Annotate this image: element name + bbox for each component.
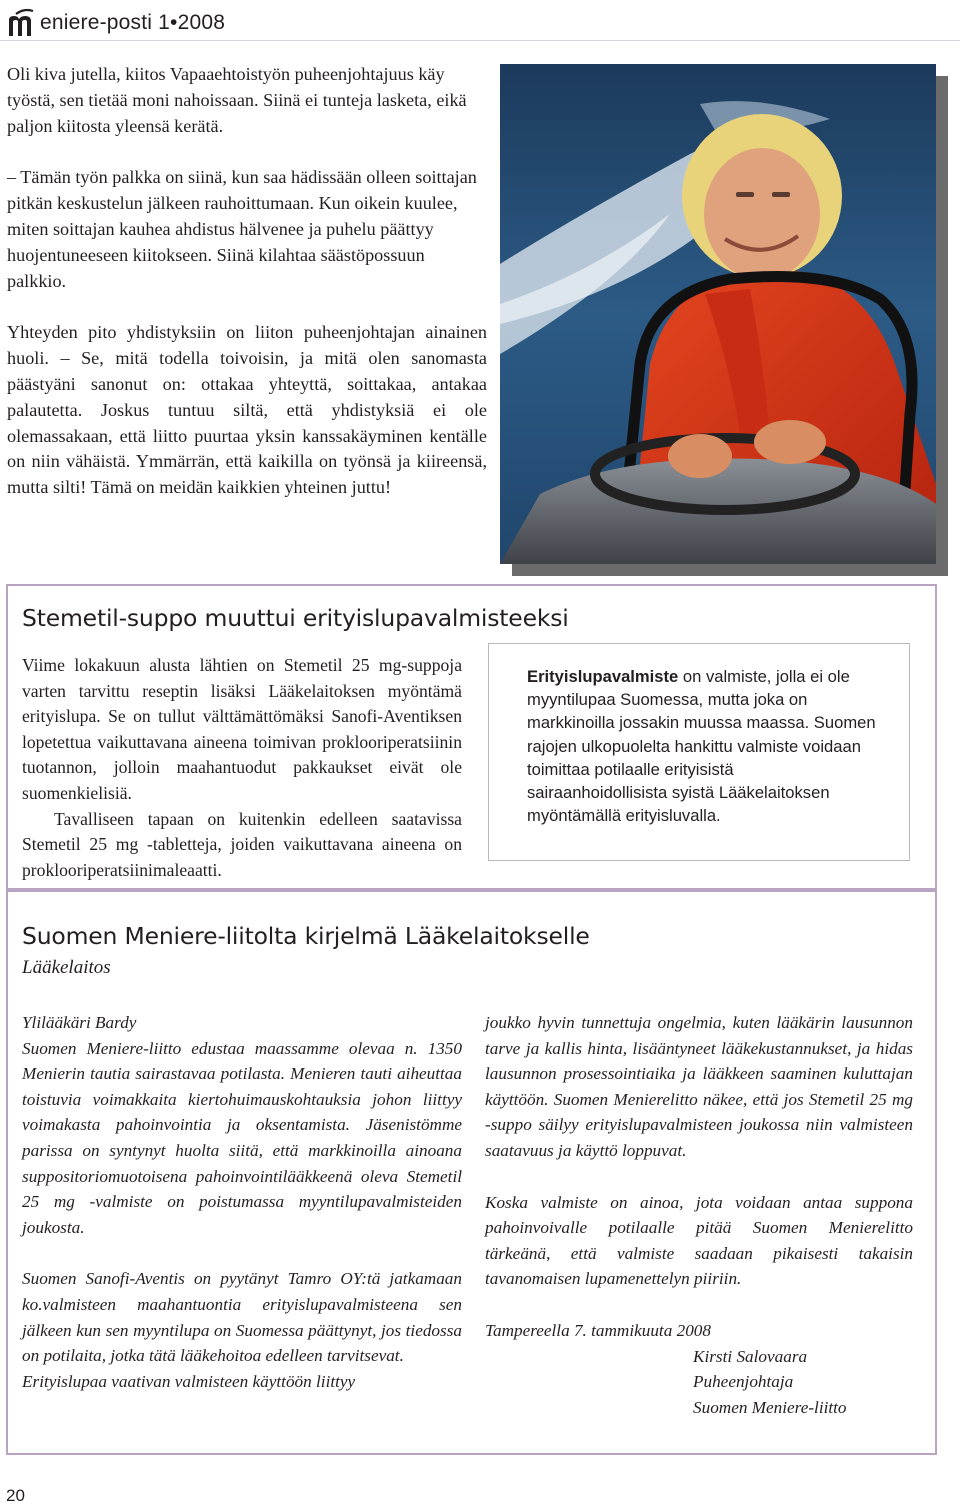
definition-description: on valmiste, jolla ei ole myyntilupaa Suomessa, mutta joka on markkinoilla jossakin muussa maassa. Suomen rajojen ulkopuolelta hankittu valmiste voidaan toimittaa potilaalle erityisistä sairaanhoidollisista syistä Lääkelaitoksen myöntämällä erityisluvalla. — [527, 667, 876, 826]
magazine-header — [6, 8, 225, 38]
stemetil-article-title: Stemetil-suppo muuttui erityislupavalmisteeksi — [22, 604, 569, 632]
letter-left-column — [22, 1010, 462, 1394]
interview-paragraph-3: Yhteyden pito yhdistyksiin on liiton puheenjohtajan ainainen huoli. – Se, mitä todella toivoisin, ja mitä olen sanomasta päästyäni sanonut on: ottakaa yhteyttä, soittakaa, antakaa palautetta. Joskus tuntuu siltä, että yhdistyksiä ei ole olemassakaan, että liitto puurtaa yksin kanssakäyminen kentälle on niin vähäistä. Ymmärrän, että kaikilla on työnsä ja kiireensä, mutta silti! Tämä on meidän kaikkien yhteinen juttu! — [7, 322, 487, 498]
interview-paragraph-1: Oli kiva jutella, kiitos Vapaaehtoistyön puheenjohtajuus käy työstä, sen tietää moni nahoissaan. Siinä ei tunteja lasketa, eikä paljon kiitosta yleensä kerätä. — [7, 64, 467, 136]
letter-paragraph-2: Suomen Sanofi-Aventis on pyytänyt Tamro OY:tä jatkamaan ko.valmisteen maahantuontia erityislupavalmisteena sen jälkeen kun sen myyntilupa on Suomessa päättynyt, jos tiedossa on potilaita, jotka tätä lääkehoitoa edelleen tarvitsevat. — [22, 1269, 462, 1366]
letter-paragraph-3-start: Erityislupaa vaativan valmisteen käyttöön liittyy — [22, 1371, 356, 1391]
page-number: 20 — [6, 1486, 25, 1505]
stemetil-paragraph-2: Tavalliseen tapaan on kuitenkin edelleen saatavissa Stemetil 25 mg -tabletteja, joiden vaikuttavana aineena on proklooriperatsiinimaleaatti. — [22, 808, 462, 880]
stemetil-paragraph-1: Viime lokakuun alusta lähtien on Stemetil 25 mg-suppoja varten tarvittu reseptin lisäksi Lääkelaitoksen myöntämä erityislupa. Se on tullut välttämättömäksi Sanofi-Aventiksen lopetettua vaikuttavana aineena toimivan proklooriperatsiinin tuotannon, jolloin maahantuodut pakkaukset eivät ole suomenkielisiä. — [22, 655, 462, 803]
magazine-logo — [6, 8, 38, 38]
definition-term: Erityislupavalmiste — [527, 667, 679, 686]
signature-organization: Suomen Meniere-liitto — [693, 1397, 847, 1417]
magazine-title: eniere-posti 1•2008 — [40, 11, 226, 34]
letter-paragraph-4: Koska valmiste on ainoa, jota voidaan antaa suppona pahoinvoivalle potilaalle pitää Suomen Menierelitto tärkeänä, että valmiste saadaan pikaisesti takaisin tavanomaisen lupamenettelyn piiriin. — [485, 1192, 913, 1289]
interview-paragraph-2: – Tämän työn palkka on siinä, kun saa hädissään olleen soittajan pitkän keskustelun jälkeen rauhoittumaan. Kun oikein kuulee, miten soittajan kauhea ahdistus hälvenee ja puhelu päättyy huojentuneeseen kiitokseen. Siinä kilahtaa säästöpossuun palkkio. — [7, 167, 477, 291]
signature-role: Puheenjohtaja — [693, 1372, 794, 1392]
stemetil-article-body — [22, 653, 462, 883]
letter-right-column — [485, 1010, 913, 1420]
letter-paragraph-1: Suomen Meniere-liitto edustaa maassamme olevaa n. 1350 Menierin tautia sairastavaa potilasta. Menieren tauti aiheuttaa toistuvia voimakkaita kiertohuimauskohtauksia johon liittyy voimakasta pahoinvointia ja oksentamista. Jäsenistömme parissa on syntynyt huolta siitä, että markkinoilla ainoana suppositoriomuotoisena pahoinvointilääkkeenä oleva Stemetil 25 mg -valmiste on poistumassa myyntilupavalmisteiden joukosta. — [22, 1038, 462, 1237]
signature-name: Kirsti Salovaara — [693, 1346, 808, 1366]
letter-place-date: Tampereella 7. tammikuuta 2008 — [485, 1320, 711, 1340]
letter-article-title: Suomen Meniere-liitolta kirjelmä Lääkelaitokselle — [22, 922, 590, 950]
header-divider — [0, 40, 960, 41]
interview-text — [7, 62, 487, 501]
letter-paragraph-3-cont: joukko hyvin tunnettuja ongelmia, kuten lääkärin lausunnon tarve ja kallis hinta, lisääntyneet lääkekustannukset, ja hidas lausunnon prosessointiaika ja lääkkeen saaminen kuluttajan käyttöön. Suomen Menierelitto näkee, että jos Stemetil 25 mg -suppo säilyy erityislupavalmisteen joukossa niin valmisteen saatavuus ja käyttö loppuvat. — [485, 1013, 913, 1160]
definition-text — [527, 665, 877, 827]
letter-recipient: Lääkelaitos — [22, 957, 111, 978]
photo-woman-on-boat — [500, 64, 936, 564]
letter-addressee: Ylilääkäri Bardy — [22, 1013, 137, 1032]
